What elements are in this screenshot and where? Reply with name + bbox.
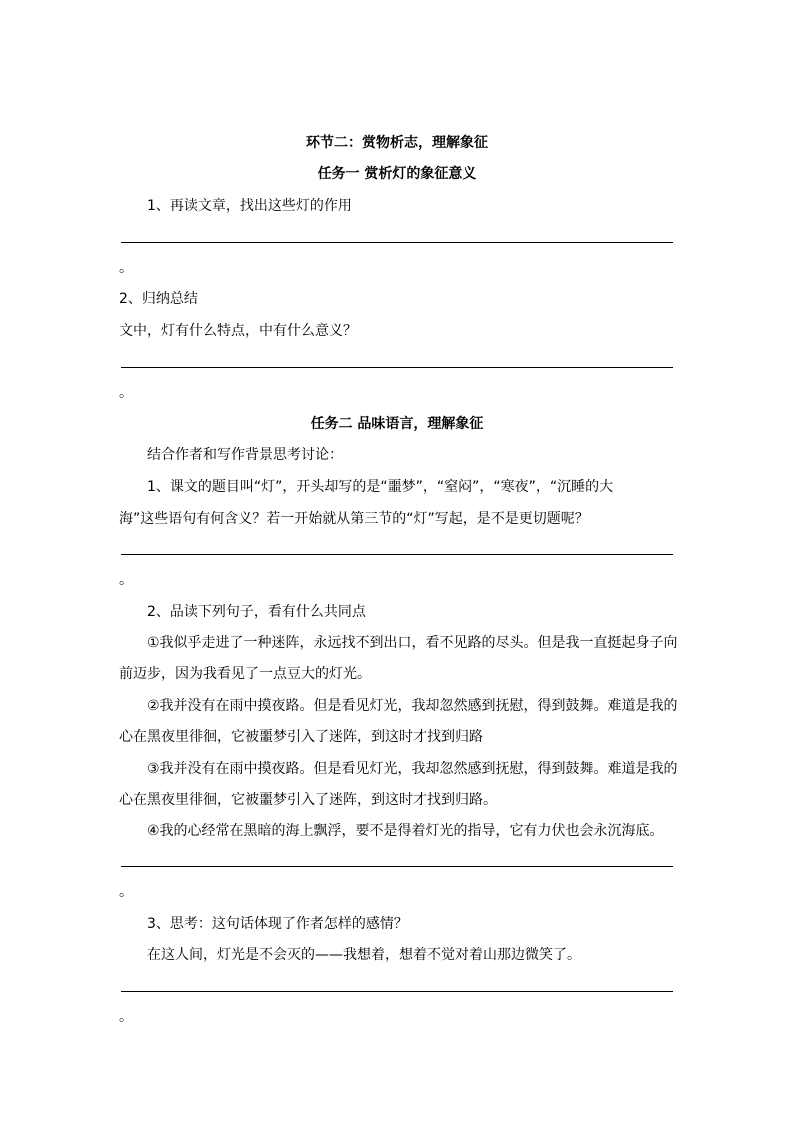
answer-end-mark: 。 (119, 1009, 133, 1025)
answer-line (121, 554, 673, 555)
task1-question-2-label: 2、归纳总结 (119, 291, 198, 307)
sentence-3-line2: 心在黑夜里徘徊，它被噩梦引入了迷阵，到这时才找到归路。 (119, 792, 497, 808)
answer-line (121, 367, 673, 368)
task2-question-3-quote: 在这人间，灯光是不会灭的——我想着，想着不觉对着山那边微笑了。 (147, 947, 581, 963)
sentence-1-line2: 前迈步，因为我看见了一点豆大的灯光。 (119, 666, 371, 682)
task2-question-2-label: 2、品读下列句子，看有什么共同点 (147, 604, 366, 620)
answer-end-mark: 。 (119, 572, 133, 588)
answer-line (121, 866, 673, 867)
sentence-2-line1: ②我并没有在雨中摸夜路。但是看见灯光，我却忽然感到抚慰，得到鼓舞。难道是我的 (147, 698, 678, 714)
answer-end-mark: 。 (119, 884, 133, 900)
task1-question-1: 1、再读文章，找出这些灯的作用 (147, 198, 352, 214)
task1-question-2-text: 文中，灯有什么特点，中有什么意义？ (119, 323, 357, 339)
answer-line (121, 242, 673, 243)
section-heading: 环节二：赏物析志，理解象征 (306, 135, 488, 151)
task2-title: 任务二 品味语言，理解象征 (310, 416, 484, 432)
task2-question-1-line1: 1、课文的题目叫“灯”，开头却写的是“噩梦”，“窒闷”，“寒夜”，“沉睡的大 (147, 479, 614, 495)
answer-end-mark: 。 (119, 260, 133, 276)
sentence-1-line1: ①我似乎走进了一种迷阵，永远找不到出口，看不见路的尽头。但是我一直挺起身子向 (147, 635, 678, 651)
task2-intro: 结合作者和写作背景思考讨论： (147, 447, 343, 463)
sentence-3-line1: ③我并没有在雨中摸夜路。但是看见灯光，我却忽然感到抚慰，得到鼓舞。难道是我的 (147, 761, 678, 777)
task1-title: 任务一 赏析灯的象征意义 (317, 166, 477, 182)
sentence-4: ④我的心经常在黑暗的海上飘浮，要不是得着灯光的指导，它有力伏也会永沉海底。 (147, 823, 664, 839)
task2-question-3-label: 3、思考：这句话体现了作者怎样的感情？ (147, 916, 408, 932)
answer-line (121, 991, 673, 992)
task2-question-1-line2: 海”这些语句有何含义？若一开始就从第三节的“灯”写起，是不是更切题呢？ (119, 511, 589, 527)
answer-end-mark: 。 (119, 385, 133, 401)
sentence-2-line2: 心在黑夜里徘徊，它被噩梦引入了迷阵，到这时才找到归路 (119, 729, 483, 745)
